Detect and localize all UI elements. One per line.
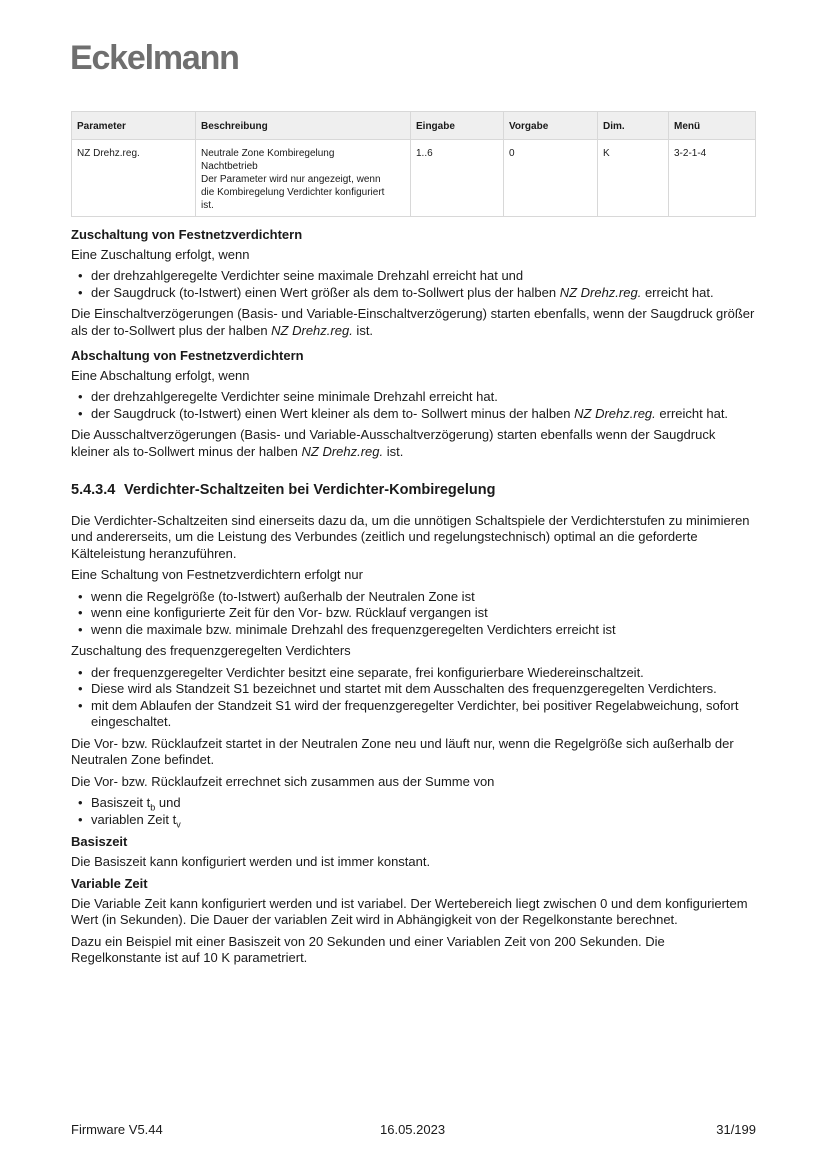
cell-vorgabe: 0 <box>504 140 598 217</box>
section-paragraph: Die Vor- bzw. Rücklaufzeit startet in der Neutralen Zone neu und läuft nur, wenn die Regelgröße sich außerhalb der Neutralen Zone befindet. <box>71 735 734 767</box>
abschaltung-list <box>71 389 756 422</box>
subscript: v <box>176 819 181 830</box>
section-paragraph: Die Verdichter-Schaltzeiten sind einerseits dazu da, um die unnötigen Schaltspiele der Verdichterstufen zu minimieren und andererseits, um die Leistung des Verbundes (zeitlich und regelungstechnisch) optimal an die geforderte Kälteleistung heranzuführen. <box>71 512 750 561</box>
section-paragraph: Zuschaltung des frequenzgeregelten Verdichters <box>71 643 351 658</box>
subscript: b <box>150 802 156 813</box>
param-name-em: NZ Drehz.reg. <box>301 443 384 459</box>
th-dim: Dim. <box>598 112 669 140</box>
table-header-row <box>72 112 756 140</box>
list-item: • der frequenzgeregelter Verdichter besitzt eine separate, frei konfigurierbare Wiedereinschaltzeit. <box>91 665 756 682</box>
text-span: erreicht hat. <box>641 284 714 300</box>
param-name-em: NZ Drehz.reg. <box>574 405 656 421</box>
frequenz-list <box>71 665 756 731</box>
variable-zeit-paragraph: Die Variable Zeit kann konfiguriert werden und ist variabel. Der Wertebereich liegt zwischen 0 und dem konfiguriertem Wert (in Sekunden). Die Dauer der variablen Zeit wird in Abhängigkeit von der Regelkonstante berechnet. <box>71 895 748 927</box>
list-item: • wenn die maximale bzw. minimale Drehzahl des frequenzgeregelten Verdichters erreicht ist <box>91 622 756 639</box>
th-vorgabe: Vorgabe <box>504 112 598 140</box>
list-item <box>91 812 756 829</box>
cell-menu: 3-2-1-4 <box>669 140 756 217</box>
section-paragraph: Eine Schaltung von Festnetzverdichtern erfolgt nur <box>71 567 363 582</box>
beschreibung-line: ist. <box>201 200 214 211</box>
zuschaltung-heading: Zuschaltung von Festnetzverdichtern <box>71 227 303 242</box>
text-span: und <box>155 795 181 810</box>
list-item <box>91 285 756 302</box>
section-title <box>71 482 756 499</box>
section-number: 5.4.3.4 <box>71 482 116 498</box>
cell-parameter: NZ Drehz.reg. <box>72 140 196 217</box>
footer-page-number: 31/199 <box>716 1122 756 1137</box>
beschreibung-line: Nachtbetrieb <box>201 161 258 172</box>
beschreibung-line: Neutrale Zone Kombiregelung <box>201 148 335 159</box>
table-row <box>72 140 756 217</box>
param-name-em: NZ Drehz.reg. <box>271 322 353 338</box>
beispiel-paragraph: Dazu ein Beispiel mit einer Basiszeit von 20 Sekunden und einer Variablen Zeit von 200 Sekunden. Die Regelkonstante ist auf 10 K parametriert. <box>71 933 665 965</box>
list-item <box>91 406 756 423</box>
schaltung-list <box>71 589 756 639</box>
cell-eingabe: 1..6 <box>411 140 504 217</box>
basiszeit-paragraph: Die Basiszeit kann konfiguriert werden und ist immer konstant. <box>71 853 431 869</box>
list-item: • wenn eine konfigurierte Zeit für den Vor- bzw. Rücklauf vergangen ist <box>91 605 756 622</box>
abschaltung-paragraph <box>71 427 756 460</box>
text-span: Basiszeit t <box>91 795 151 810</box>
text-span: der Saugdruck (to-Istwert) einen Wert größer als dem to-Sollwert plus der halben <box>91 284 560 300</box>
th-eingabe: Eingabe <box>411 112 504 140</box>
list-item <box>91 795 756 812</box>
beschreibung-line: die Kombiregelung Verdichter konfiguriert <box>201 187 385 198</box>
zuschaltung-list <box>71 268 756 301</box>
list-item: • mit dem Ablaufen der Standzeit S1 wird der frequenzgeregelter Verdichter, bei positiver Regelabweichung, sofort eingeschaltet. <box>91 698 756 731</box>
section-title-text: Verdichter-Schaltzeiten bei Verdichter-Kombiregelung <box>124 482 496 498</box>
list-item: • wenn die Regelgröße (to-Istwert) außerhalb der Neutralen Zone ist <box>91 589 756 606</box>
abschaltung-heading: Abschaltung von Festnetzverdichtern <box>71 348 304 363</box>
th-menu: Menü <box>669 112 756 140</box>
text-span: der Saugdruck (to-Istwert) einen Wert kleiner als dem to- Sollwert minus der halben <box>91 405 575 421</box>
basiszeit-heading: Basiszeit <box>71 834 128 849</box>
zuschaltung-intro: Eine Zuschaltung erfolgt, wenn <box>71 246 250 262</box>
list-item: • der drehzahlgeregelte Verdichter seine minimale Drehzahl erreicht hat. <box>91 389 756 406</box>
text-span: ist. <box>383 443 404 459</box>
variable-zeit-heading: Variable Zeit <box>71 876 148 891</box>
footer-firmware: Firmware V5.44 <box>71 1122 163 1137</box>
param-name-em: NZ Drehz.reg. <box>559 284 642 300</box>
cell-dim: K <box>598 140 669 217</box>
section-paragraph: Die Vor- bzw. Rücklaufzeit errechnet sich zusammen aus der Summe von <box>71 773 495 789</box>
list-item: • Diese wird als Standzeit S1 bezeichnet und startet mit dem Ausschalten des frequenzgeregelten Verdichters. <box>91 681 756 698</box>
text-span: Die Einschaltverzögerungen (Basis- und Variable-Einschaltverzögerung) starten ebenfalls, wenn der Saugdruck größer als der to-Sollwert plus der halben <box>71 306 755 338</box>
th-parameter: Parameter <box>72 112 196 140</box>
parameter-table <box>71 111 756 217</box>
th-beschreibung: Beschreibung <box>196 112 411 140</box>
eckelmann-logo: Eckelmann <box>70 39 239 77</box>
cell-beschreibung <box>196 140 411 217</box>
abschaltung-intro: Eine Abschaltung erfolgt, wenn <box>71 367 250 383</box>
document-content <box>71 111 756 972</box>
zuschaltung-paragraph <box>71 306 756 339</box>
text-span: erreicht hat. <box>655 405 729 421</box>
text-span: Die Ausschaltverzögerungen (Basis- und Variable-Ausschaltverzögerung) starten ebenfalls wenn der Saugdruck kleiner als to-Sollwert minus der halben <box>71 427 716 459</box>
list-item: • der drehzahlgeregelte Verdichter seine maximale Drehzahl erreicht hat und <box>91 268 756 285</box>
text-span: ist. <box>352 322 374 338</box>
summe-list <box>71 795 756 828</box>
text-span: variablen Zeit t <box>91 811 177 827</box>
beschreibung-line: Der Parameter wird nur angezeigt, wenn <box>201 174 381 185</box>
footer-date: 16.05.2023 <box>380 1122 446 1137</box>
